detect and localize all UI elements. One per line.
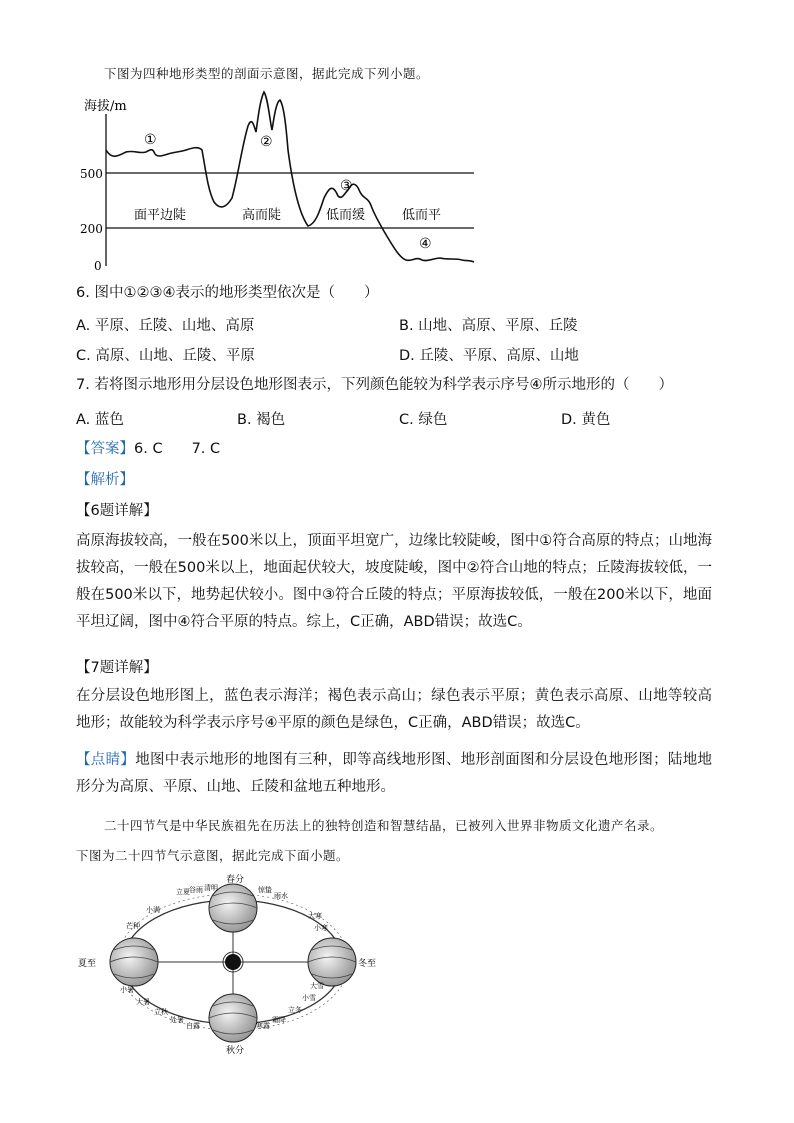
term-mangzhong: 芒种 [126, 922, 140, 930]
d7-tag: 【7题详解】 [76, 660, 158, 676]
d6-text: 高原海拔较高，一般在500米以上，顶面平坦宽广，边缘比较陡峻，图中①符合高原的特点；山地海拔较高，一般在500米以上，地面起伏较大，坡度陡峻，图中②符合山地的特点；丘陵海拔较低，一般在500米以下，地势起伏较小。图中③符合丘陵的特点；平原海拔较低，一般在200米以下，地面平坦辽阔，图中④符合平原的特点。综上，C正确，ABD错误；故选C。 [76, 533, 712, 630]
solar-terms-diagram [76, 870, 396, 1060]
term-daxue: 大雪 [310, 982, 324, 990]
term-bailu: 白露 [186, 1022, 200, 1030]
marker-1: ① [144, 132, 157, 148]
term-xiaoshu: 小暑 [120, 986, 134, 994]
intro-text-2b: 下图为二十四节气示意图，据此完成下面小题。 [76, 848, 350, 863]
tick-200: 200 [80, 222, 103, 236]
term-spring: 春分 [226, 875, 245, 885]
q6-option-a: A. 平原、丘陵、山地、高原 [76, 318, 255, 334]
term-xiaoxue: 小雪 [302, 994, 316, 1002]
profile-ylabel: 海拔/m [84, 99, 127, 114]
q6-option-d: D. 丘陵、平原、高原、山地 [399, 348, 579, 364]
q7-option-d: D. 黄色 [561, 412, 611, 428]
earth-icon-autumn [209, 994, 257, 1042]
term-winter: 冬至 [358, 959, 377, 969]
q6-option-b: B. 山地、高原、平原、丘陵 [399, 318, 578, 334]
intro-text-1: 下图为四种地形类型的剖面示意图，据此完成下列小题。 [104, 66, 430, 81]
d7-text: 在分层设色地形图上，蓝色表示海洋；褐色表示高山；绿色表示平原；黄色表示高原、山地等较高地形；故能较为科学表示序号④平原的颜色是绿色，C正确，ABD错误；故选C。 [76, 688, 712, 731]
q7-stem: 7. 若将图示地形用分层设色地形图表示，下列颜色能较为科学表示序号④所示地形的（ ） [76, 377, 673, 393]
earth-icon-winter [308, 938, 356, 986]
q7-option-a: A. 蓝色 [76, 412, 124, 428]
marker-4: ④ [419, 236, 432, 252]
tick-500: 500 [80, 167, 103, 181]
answer-line [76, 439, 220, 459]
sun-icon [225, 954, 241, 970]
term-hanlu: 寒露 [256, 1022, 270, 1030]
tick-0: 0 [94, 259, 102, 273]
term-dashu: 大暑 [136, 998, 150, 1006]
term-guyu: 谷雨 [189, 886, 203, 894]
term-shuangjiang: 霜降 [272, 1016, 286, 1024]
earth-icon-summer [110, 938, 158, 986]
term-dahan: 大寒 [308, 912, 322, 920]
term-jingzhe: 惊蛰 [258, 886, 272, 894]
term-xiaohan: 小寒 [314, 924, 328, 932]
d6-tag: 【6题详解】 [76, 503, 158, 519]
analysis-tag: 【解析】 [76, 472, 134, 488]
intro-text-2a: 二十四节气是中华民族祖先在历法上的独特创造和智慧结晶，已被列入世界非物质文化遗产名录。 [104, 818, 664, 833]
term-yushui: 雨水 [274, 892, 288, 900]
q7-option-c: C. 绿色 [399, 412, 448, 428]
term-summer: 夏至 [78, 959, 97, 969]
q7-option-b: B. 褐色 [237, 412, 286, 428]
answer-tag: 【答案】 [76, 441, 134, 457]
region-label-4: 低而平 [402, 208, 442, 223]
q6-stem: 6. 图中①②③④表示的地形类型依次是（ ） [76, 285, 379, 301]
term-chushu: 处暑 [170, 1016, 184, 1024]
term-liqiu: 立秋 [154, 1008, 168, 1016]
tip-text: 地图中表示地形的地图有三种，即等高线地形图、地形剖面图和分层设色地形图；陆地地形分为高原、平原、山地、丘陵和盆地五种地形。 [76, 752, 713, 795]
q6-option-c: C. 高原、山地、丘陵、平原 [76, 348, 255, 364]
term-lidong: 立冬 [288, 1006, 302, 1014]
term-autumn: 秋分 [226, 1046, 245, 1056]
term-xiaoman: 小满 [146, 906, 160, 914]
marker-3: ③ [340, 178, 353, 194]
region-label-1: 面平边陡 [134, 208, 187, 223]
answer-text: 6. C 7. C [134, 441, 221, 457]
term-lixia: 立夏 [176, 888, 190, 896]
tip-paragraph [76, 747, 712, 801]
region-label-2: 高而陡 [242, 208, 282, 223]
region-label-3: 低而缓 [326, 208, 366, 223]
terrain-profile-diagram [76, 86, 486, 276]
marker-2: ② [260, 134, 273, 150]
term-qingming: 清明 [204, 884, 218, 892]
tip-tag: 【点睛】 [76, 752, 136, 768]
